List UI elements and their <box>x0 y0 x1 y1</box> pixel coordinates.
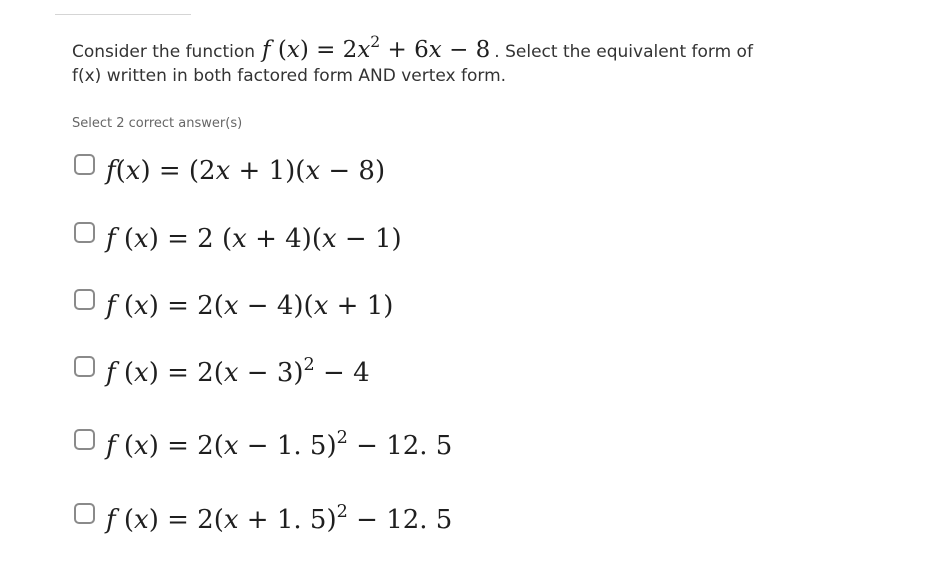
option-label: f (x) = 2(x − 4)(x + 1) <box>106 291 394 321</box>
option-label: f $(x) = 2(x - 3)^2 - 4$ <box>106 354 370 388</box>
checkbox[interactable] <box>74 222 95 243</box>
checkbox[interactable] <box>74 289 95 310</box>
checkbox[interactable] <box>74 429 95 450</box>
question-prefix: Consider the function <box>72 42 256 62</box>
checkbox[interactable] <box>74 503 95 524</box>
question-text <box>72 31 832 88</box>
checkbox[interactable] <box>74 154 95 175</box>
question-line-1 <box>72 31 832 64</box>
option-label: f (x) = 2(x + 1. 5)$^2$ − 12. 5 <box>106 501 453 535</box>
answer-instruction: Select 2 correct answer(s) <box>72 116 243 131</box>
option-label: f (x) = 2 (x + 4)(x − 1) <box>106 224 402 254</box>
question-function-math: f $(x) = 2x^2 + 6x - 8$ <box>262 31 491 63</box>
checkbox[interactable] <box>74 356 95 377</box>
answer-option-5[interactable] <box>74 425 452 461</box>
top-divider <box>55 14 191 15</box>
question-line-2: f(x) written in both factored form AND vertex form. <box>72 66 507 86</box>
answer-option-6[interactable] <box>74 499 452 535</box>
answer-option-1[interactable] <box>74 150 385 186</box>
answer-option-3[interactable] <box>74 285 393 321</box>
question-suffix: . Select the equivalent form of <box>494 42 753 62</box>
answer-option-4[interactable] <box>74 352 370 388</box>
answer-option-2[interactable] <box>74 218 402 254</box>
option-label: f (x) = 2(x − 1. 5)$^2$ − 12. 5 <box>106 427 453 461</box>
option-label: f(x) = (2x + 1)(x − 8) <box>106 156 386 186</box>
